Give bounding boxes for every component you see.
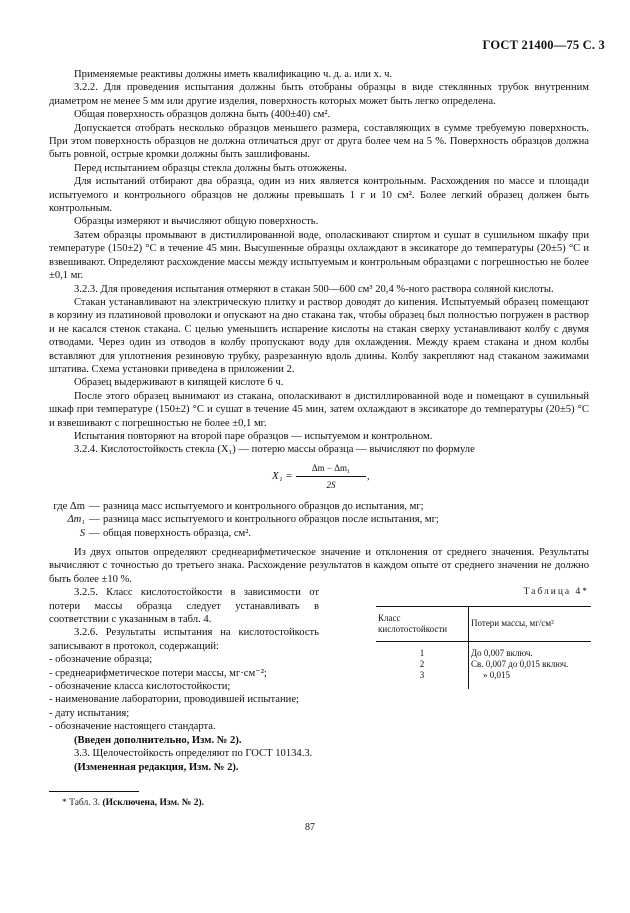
two-column-section [49,586,589,801]
list-item: - дату испытания; [49,707,130,719]
list-item: - обозначение образца; [49,654,153,666]
table-cell: 2 [376,659,469,670]
paragraph: Из двух опытов определяют среднеарифметическое значение и отклонения от среднего значения. Результаты вычисляют с точностью до третьего знака. Расхождение результатов в каждом опыте от среднего значения не должно быть более ±10 %. [49,547,589,585]
paragraph: Затем образцы промывают в дистиллированной воде, ополаскивают спиртом и сушат в сушильном шкафу при температуре (150±2) °С в течение 45 мин. Высушенные образцы охлаждают в эксикаторе до температуры (20±5) °С и взвешивают. Определяют расхождение массы между испытуемым и контрольным образцами с погрешностью не более ±0,1 мг. [49,229,589,282]
paragraph: Стакан устанавливают на электрическую плитку и раствор доводят до кипения. Испытуемый образец помещают в корзину из платиновой проволоки и опускают на дно стакана так, чтобы образец был полностью погружен в раствор и не касался стенок стакана. С целью уменьшить испарение кислоты на стакан сверху устанавливают колбу с двумя отводами. Через один из отводов в колбу пропускают воду для охлаждения. Между краем стакана и дном колбы вставляют для уплотнения резиновую трубку, разрезанную вдоль длины. Колбу закрепляют над стаканом зажимами штатива. Схема установки приведена в приложении 2. [49,296,589,375]
table-4-block [376,586,591,688]
page-number: 87 [305,822,315,833]
list-item: - обозначение класса кислотостойкости; [49,681,231,693]
table-cell: » 0,015 [483,669,510,680]
formula-denominator: 2S [326,480,336,491]
paragraph: Образцы измеряют и вычисляют общую поверхность. [74,216,319,228]
formula-legend [49,500,589,540]
paragraph: 3.2.6. Результаты испытания на кислотостойкость записывают в протокол, содержащий: [49,627,319,652]
footnote [62,798,204,808]
paragraph: Образец выдерживают в кипящей кислоте 6 ч. [74,377,284,389]
running-header: ГОСТ 21400—75 С. 3 [482,38,605,52]
paragraph: После этого образец вынимают из стакана, ополаскивают в дистиллированной воде и помещают в сушильный шкаф при температуре (150±2) °С и сушат в течение 45 мин, затем охлаждают в эксикаторе до температуры (20±5) °С и взвешивают с погрешностью не более ±0,1 мг. [49,390,589,429]
amendment-note: (Введен дополнительно, Изм. № 2). [74,734,242,746]
paragraph: Для испытаний отбирают два образца, один из них является контрольным. Расхождения по массе и площади испытуемого и контрольного образцов не должны превышать 1 г и 10 см². Более легкий образец должен быть контрольным. [49,176,589,215]
legend-text: разница масс испытуемого и контрольного образцов до испытания, мг; [103,500,424,512]
table-header-row [376,606,591,641]
table-header-class: Класс кислотостойкости [376,606,469,641]
legend-dash: — [89,514,100,526]
list-item: - наименование лаборатории, проводившей испытание; [49,694,299,706]
paragraph: Применяемые реактивы должны иметь квалификацию ч. д. а. или х. ч. [74,69,393,80]
table-cell: 3 [376,670,469,689]
legend-text: общая поверхность образца, см². [103,527,252,539]
body-text [49,68,589,801]
table-4 [376,606,591,689]
amendment-note: (Измененная редакция, Изм. № 2). [74,761,239,773]
formula-x1 [49,460,589,494]
legend-dash: — [89,527,100,539]
table-header-loss: Потери массы, мг/см² [469,606,592,641]
legend-text: разница масс испытуемого и контрольного образцов после испытания, мг; [103,514,439,526]
formula-tail: , [367,470,370,482]
left-column [49,586,319,774]
footnote-amendment: (Исключена, Изм. № 2). [102,798,205,808]
paragraph: Допускается отобрать несколько образцов меньшего размера, составляющих в сумме требуемую поверхность. При этом поверхность образцов не должна отличаться друг от друга более чем на 5 %. Поверхность образцов должна быть ровной, острые кромки должны быть зашлифованы. [49,122,589,161]
legend-symbol: где Δm [53,500,85,512]
paragraph: 3.3. Щелочестойкость определяют по ГОСТ 10134.3. [74,748,313,760]
formula-lhs: X₁ = [272,469,293,482]
paragraph: 3.2.5. Класс кислотостойкости в зависимости от потери массы образца следует устанавливать в соответствии с указанным в табл. 4. [49,587,319,626]
table-cell: До 0,007 включ. [471,647,533,658]
legend-symbol: S [79,527,85,539]
footnote-text: * Табл. 3. [62,798,101,808]
legend-dash: — [89,500,100,512]
paragraph: 3.2.3. Для проведения испытания отмеряют в стакан 500—600 см³ 20,4 %-ного раствора соляной кислоты. [74,283,554,295]
formula-numerator: Δm − Δm₁ [296,462,366,477]
table-caption: Таблица 4* [523,587,589,598]
list-item: - обозначение настоящего стандарта. [49,721,216,733]
table-cell: 1 [376,641,469,659]
formula-fraction [296,462,366,493]
footnote-divider [49,791,139,792]
paragraph: Общая поверхность образцов должна быть (400±40) см². [74,109,331,121]
paragraph: 3.2.2. Для проведения испытания должны быть отобраны образцы в виде стеклянных трубок внутренним диаметром не менее 5 мм или другие изделия, поверхность которых может быть легко определена. [49,82,589,107]
paragraph: 3.2.4. Кислотостойкость стекла (X₁) — потерю массы образца — вычисляют по формуле [74,444,475,456]
legend-symbol: Δm₁ [67,514,85,526]
paragraph: Перед испытанием образцы стекла должны быть отожжены. [74,162,347,174]
table-cell: Св. 0,007 до 0,015 включ. [471,658,569,669]
paragraph: Испытания повторяют на второй паре образцов — испытуемом и контрольном. [74,430,433,442]
table-row [376,670,591,689]
list-item: - среднеарифметическое потери массы, мг·см⁻²; [49,667,267,679]
table-row [376,641,591,659]
table-row [376,659,591,670]
